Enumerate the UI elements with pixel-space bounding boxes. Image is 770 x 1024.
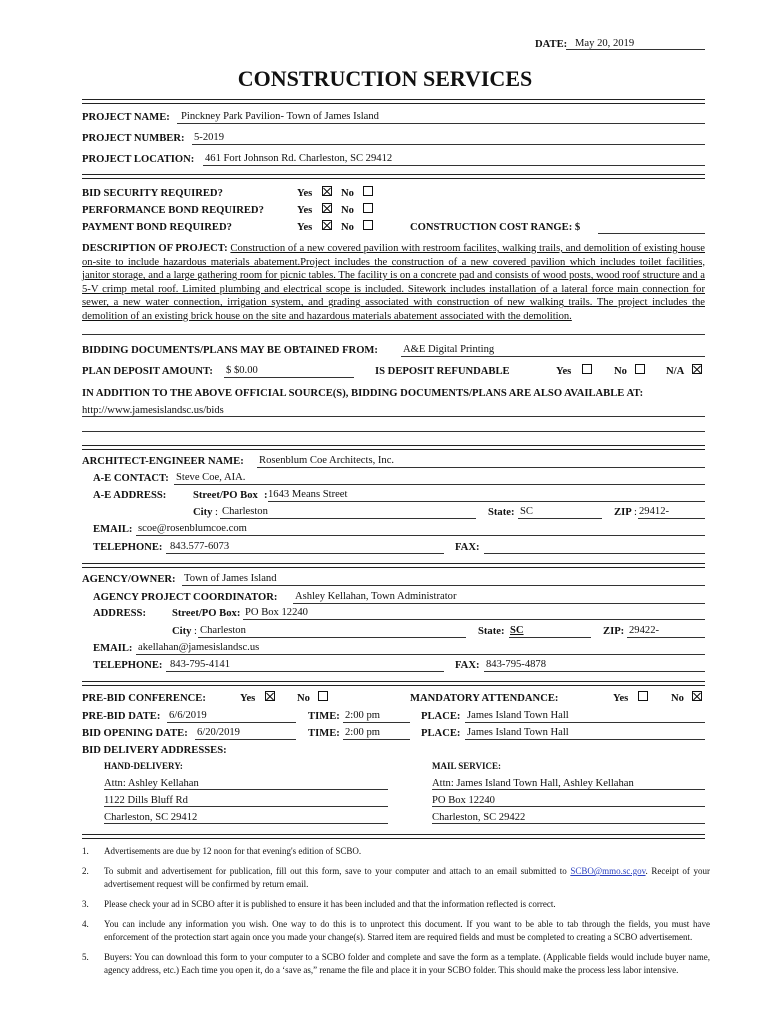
instruction-item bbox=[82, 918, 710, 944]
instruction-text bbox=[104, 865, 710, 891]
performance-no-checkbox[interactable] bbox=[363, 203, 373, 213]
agency-fax-field[interactable]: 843-795-4878 bbox=[486, 659, 547, 670]
prebid-conference-label: PRE-BID CONFERENCE: bbox=[82, 693, 206, 704]
agency-phone-field[interactable]: 843-795-4141 bbox=[170, 659, 231, 670]
agency-divider bbox=[82, 681, 705, 686]
date-field[interactable]: May 20, 2019 bbox=[575, 38, 635, 49]
yes-label: Yes bbox=[297, 222, 313, 233]
page-title: CONSTRUCTION SERVICES bbox=[237, 66, 533, 91]
prebid-no-checkbox[interactable] bbox=[318, 691, 328, 701]
no-label: No bbox=[297, 693, 310, 704]
instruction-item bbox=[82, 845, 710, 858]
instruction-text: Please check your ad in SCBO after it is published to ensure it has been included and that the information reflected is correct. bbox=[104, 899, 556, 909]
opening-place-field[interactable]: James Island Town Hall bbox=[467, 727, 569, 738]
instruction-number: 2. bbox=[82, 866, 89, 876]
coordinator-field[interactable]: Ashley Kellahan, Town Administrator bbox=[295, 591, 457, 602]
payment-bond-label: PAYMENT BOND REQUIRED? bbox=[82, 222, 232, 233]
agency-state-field[interactable]: SC bbox=[510, 625, 524, 636]
instruction-text: Advertisements are due by 12 noon for that evening's edition of SCBO. bbox=[104, 846, 362, 856]
yes-label: Yes bbox=[240, 693, 256, 704]
ae-zip-label: ZIP bbox=[614, 507, 632, 518]
instruction-number: 4. bbox=[82, 919, 89, 929]
yes-label: Yes bbox=[297, 205, 313, 216]
agency-phone-label: TELEPHONE: bbox=[93, 660, 163, 671]
instruction-item bbox=[82, 951, 710, 977]
ae-state-field[interactable]: SC bbox=[520, 506, 533, 517]
instruction-text-post: . Receipt of your advertisement request will be confirmed by return email. bbox=[104, 866, 710, 889]
ae-contact-label: A-E CONTACT: bbox=[93, 473, 169, 484]
ae-street-label: Street/PO Box bbox=[193, 490, 258, 501]
ae-street-field[interactable]: 1643 Means Street bbox=[268, 489, 348, 500]
also-available-line-2[interactable] bbox=[82, 431, 705, 432]
agency-zip-field[interactable]: 29422- bbox=[629, 625, 660, 636]
agency-zip-label: ZIP: bbox=[603, 626, 625, 637]
deposit-field[interactable]: $ $0.00 bbox=[226, 365, 258, 376]
prebid-time-label: TIME: bbox=[308, 711, 340, 722]
ae-email-label: EMAIL: bbox=[93, 524, 133, 535]
project-divider bbox=[82, 174, 705, 179]
prebid-yes-checkbox[interactable] bbox=[265, 691, 275, 701]
ae-zip-field[interactable]: 29412- bbox=[639, 506, 670, 517]
architect-divider bbox=[82, 563, 705, 568]
agency-city-label: City bbox=[172, 626, 192, 637]
mail-line-3[interactable]: Charleston, SC 29422 bbox=[432, 812, 526, 823]
delivery-divider bbox=[82, 834, 705, 839]
no-label: No bbox=[341, 205, 354, 216]
refundable-no-checkbox[interactable] bbox=[635, 364, 645, 374]
prebid-time-field[interactable]: 2:00 pm bbox=[345, 710, 381, 721]
instruction-text: You can include any information you wish. One way to do this is to unprotect this document. If you want to be able to tab through the fields, you must have enforcement of the protection start again once you made your change(s). Starred item are required fields and must be completed to creating a SCBO advertisement. bbox=[104, 919, 710, 942]
na-label: N/A bbox=[666, 366, 685, 377]
agency-fax-label: FAX: bbox=[455, 660, 480, 671]
architect-name-field[interactable]: Rosenblum Coe Architects, Inc. bbox=[259, 455, 395, 466]
ae-city-field[interactable]: Charleston bbox=[222, 506, 268, 517]
instruction-number: 1. bbox=[82, 846, 89, 856]
ae-phone-label: TELEPHONE: bbox=[93, 542, 163, 553]
agency-owner-label: AGENCY/OWNER: bbox=[82, 574, 176, 585]
performance-bond-label: PERFORMANCE BOND REQUIRED? bbox=[82, 205, 264, 216]
agency-address-label: ADDRESS: bbox=[93, 608, 146, 619]
mail-line-1[interactable]: Attn: James Island Town Hall, Ashley Kellahan bbox=[432, 778, 634, 789]
bid-security-label: BID SECURITY REQUIRED? bbox=[82, 188, 223, 199]
no-label: No bbox=[341, 188, 354, 199]
opening-time-field[interactable]: 2:00 pm bbox=[345, 727, 381, 738]
agency-city-field[interactable]: Charleston bbox=[200, 625, 246, 636]
ae-zip-colon: : bbox=[634, 507, 637, 518]
also-available-label: IN ADDITION TO THE ABOVE OFFICIAL SOURCE(S), BIDDING DOCUMENTS/PLANS ARE ALSO AVAILABLE AT: bbox=[82, 388, 644, 399]
description-label: DESCRIPTION OF PROJECT: bbox=[82, 243, 228, 254]
ae-address-label: A-E ADDRESS: bbox=[93, 490, 167, 501]
architect-name-label: ARCHITECT-ENGINEER NAME: bbox=[82, 456, 244, 467]
cost-range-label: CONSTRUCTION COST RANGE: $ bbox=[410, 222, 581, 233]
instruction-item bbox=[82, 898, 710, 911]
payment-no-checkbox[interactable] bbox=[363, 220, 373, 230]
mandatory-label: MANDATORY ATTENDANCE: bbox=[410, 693, 559, 704]
project-number-label: PROJECT NUMBER: bbox=[82, 133, 185, 144]
project-number-field[interactable]: 5-2019 bbox=[194, 132, 225, 143]
obtain-from-field[interactable]: A&E Digital Printing bbox=[403, 344, 495, 355]
agency-street-label: Street/PO Box: bbox=[172, 608, 241, 619]
title-divider bbox=[82, 99, 705, 104]
cost-range-field[interactable] bbox=[598, 233, 705, 234]
mail-line-2[interactable]: PO Box 12240 bbox=[432, 795, 495, 806]
project-description[interactable] bbox=[82, 242, 705, 324]
refundable-label: IS DEPOSIT REFUNDABLE bbox=[375, 366, 510, 377]
prebid-date-label: PRE-BID DATE: bbox=[82, 711, 161, 722]
ae-street-colon: : bbox=[264, 490, 268, 501]
hand-line-1[interactable]: Attn: Ashley Kellahan bbox=[104, 778, 199, 789]
payment-yes-checkbox[interactable] bbox=[322, 220, 332, 230]
prebid-place-label: PLACE: bbox=[421, 711, 461, 722]
instruction-number: 5. bbox=[82, 952, 89, 962]
deposit-label: PLAN DEPOSIT AMOUNT: bbox=[82, 366, 213, 377]
no-label: No bbox=[614, 366, 627, 377]
hand-line-3[interactable]: Charleston, SC 29412 bbox=[104, 812, 198, 823]
hand-line-2[interactable]: 1122 Dills Bluff Rd bbox=[104, 795, 188, 806]
obtain-from-label: BIDDING DOCUMENTS/PLANS MAY BE OBTAINED FROM: bbox=[82, 345, 378, 356]
project-name-field[interactable]: Pinckney Park Pavilion- Town of James Island bbox=[181, 111, 379, 122]
project-location-field[interactable]: 461 Fort Johnson Rd. Charleston, SC 29412 bbox=[205, 153, 393, 164]
mandatory-no-checkbox[interactable] bbox=[692, 691, 702, 701]
opening-date-field[interactable]: 6/20/2019 bbox=[197, 727, 240, 738]
yes-label: Yes bbox=[556, 366, 572, 377]
ae-fax-label: FAX: bbox=[455, 542, 480, 553]
agency-email-label: EMAIL: bbox=[93, 643, 133, 654]
instruction-text: Buyers: You can download this form to your computer to a SCBO folder and complete and save the form as a template. (Applicable fields would include buyer name, agency address, etc.) Each time you open it, do a ‘save as,” rename the file and place it in your SCBO folder. This should make the process less labor intensive. bbox=[104, 952, 710, 975]
bidding-divider bbox=[82, 445, 705, 450]
date-label: DATE: bbox=[535, 39, 568, 50]
yes-label: Yes bbox=[613, 693, 629, 704]
no-label: No bbox=[671, 693, 684, 704]
scbo-email-link[interactable]: SCBO@mmo.sc.gov bbox=[570, 866, 646, 876]
project-location-label: PROJECT LOCATION: bbox=[82, 154, 195, 165]
coordinator-label: AGENCY PROJECT COORDINATOR: bbox=[93, 592, 278, 603]
description-text: Construction of a new covered pavilion with restroom facilites, walking trails, and demolition of existing house on-site to include hazardous materials abatement.Project includes the construction of a new covered pavilion which includes toilet facilities, janitor storage, and a large gathering room for picnic tables. The facility is on a concrete pad and consists of wood posts, wood roof structure and a 5-V crimp metal roof. Limited plumbing and electrical scope is included. Sitework includes installation of a lateral force main connection for sewer, a new water connection, irrigation system, and grading associated with construction of new walking trails. The project includes the demolition of an existing brick house on the site and hazardous materials abatement associated with the demolition. bbox=[82, 243, 705, 322]
agency-city-colon: : bbox=[194, 626, 197, 637]
prebid-date-field[interactable]: 6/6/2019 bbox=[169, 710, 207, 721]
opening-time-label: TIME: bbox=[308, 728, 340, 739]
opening-date-label: BID OPENING DATE: bbox=[82, 728, 188, 739]
also-available-field[interactable]: http://www.jamesislandsc.us/bids bbox=[82, 405, 224, 416]
agency-email-field[interactable]: akellahan@jamesislandsc.us bbox=[138, 642, 260, 653]
ae-phone-field[interactable]: 843.577-6073 bbox=[170, 541, 230, 552]
instruction-item bbox=[82, 865, 710, 891]
hand-delivery-label: HAND-DELIVERY: bbox=[104, 761, 183, 771]
agency-street-field[interactable]: PO Box 12240 bbox=[245, 607, 308, 618]
agency-state-label: State: bbox=[478, 626, 505, 637]
opening-place-label: PLACE: bbox=[421, 728, 461, 739]
project-name-label: PROJECT NAME: bbox=[82, 112, 170, 123]
bid-security-yes-checkbox[interactable] bbox=[322, 186, 332, 196]
mandatory-yes-checkbox[interactable] bbox=[638, 691, 648, 701]
refundable-na-checkbox[interactable] bbox=[692, 364, 702, 374]
delivery-label: BID DELIVERY ADDRESSES: bbox=[82, 745, 227, 756]
performance-yes-checkbox[interactable] bbox=[322, 203, 332, 213]
ae-fax-field[interactable] bbox=[484, 553, 705, 554]
instruction-text-pre: To submit and advertisement for publication, fill out this form, save to your computer and attach to an email submitted to bbox=[104, 866, 571, 876]
refundable-yes-checkbox[interactable] bbox=[582, 364, 592, 374]
bid-security-no-checkbox[interactable] bbox=[363, 186, 373, 196]
ae-email-field[interactable]: scoe@rosenblumcoe.com bbox=[138, 523, 247, 534]
no-label: No bbox=[341, 222, 354, 233]
ae-state-label: State: bbox=[488, 507, 515, 518]
prebid-place-field[interactable]: James Island Town Hall bbox=[467, 710, 569, 721]
ae-city-label: City bbox=[193, 507, 213, 518]
instructions-list bbox=[82, 845, 710, 984]
instruction-number: 3. bbox=[82, 899, 89, 909]
agency-owner-field[interactable]: Town of James Island bbox=[184, 573, 277, 584]
ae-city-colon: : bbox=[215, 507, 218, 518]
mail-service-label: MAIL SERVICE: bbox=[432, 761, 501, 771]
yes-label: Yes bbox=[297, 188, 313, 199]
ae-contact-field[interactable]: Steve Coe, AIA. bbox=[176, 472, 246, 483]
